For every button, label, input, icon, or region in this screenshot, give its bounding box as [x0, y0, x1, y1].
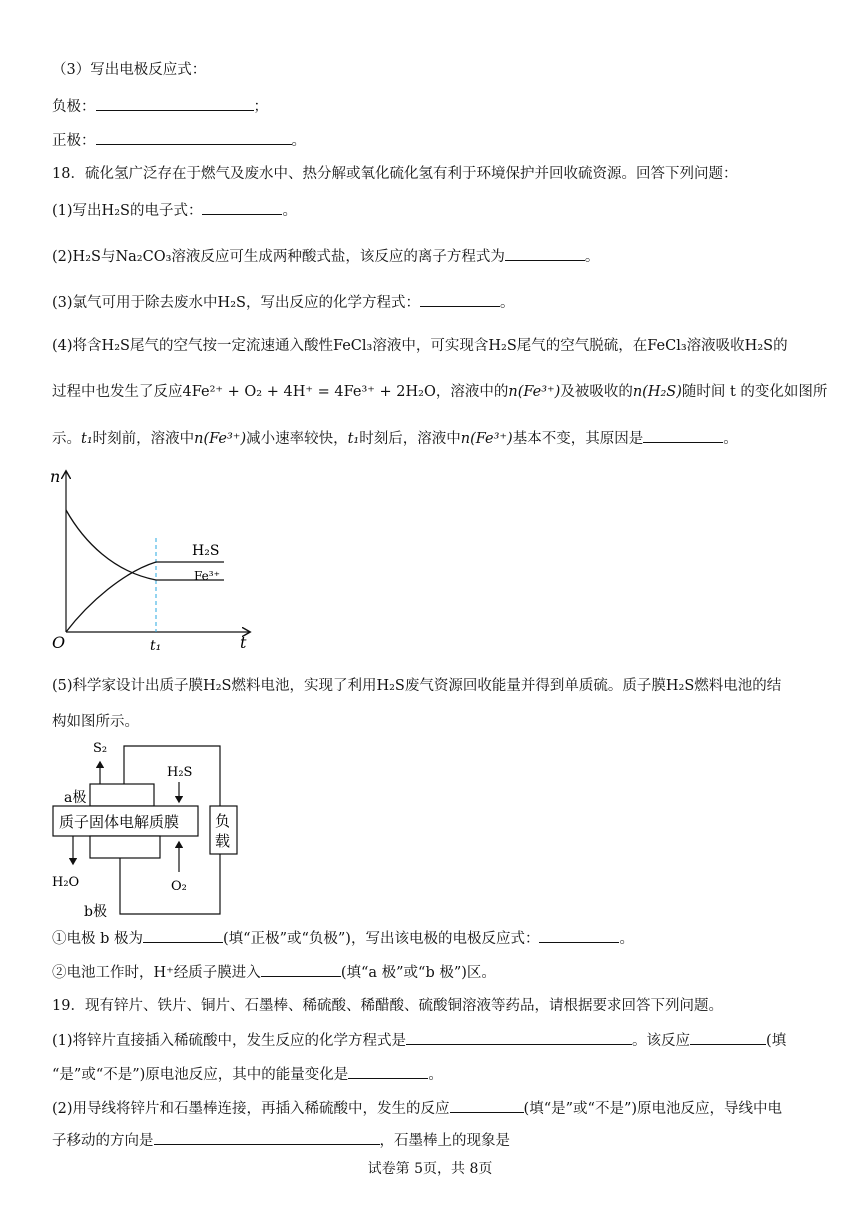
- load-label: 载: [215, 832, 231, 850]
- q18-part2: (2)H₂S与Na₂CO₃溶液反应可生成两种酸式盐，该反应的离子方程式为 。: [52, 246, 599, 267]
- answer-blank[interactable]: [96, 96, 254, 111]
- h2o-label: H₂O: [52, 875, 80, 890]
- q19-part2-line1: (2)用导线将锌片和石墨棒连接，再插入稀硫酸中，发生的反应 (填“是”或“不是”)原电池反应，导线中电: [52, 1098, 782, 1119]
- h2s-input-label: H₂S: [167, 765, 193, 780]
- answer-blank[interactable]: [539, 928, 619, 943]
- n-t-graph: [44, 462, 259, 657]
- q17-positive-line: 正极： 。: [52, 130, 306, 151]
- load-label: 负: [215, 812, 231, 830]
- h2s-series-label: H₂S: [192, 543, 220, 559]
- t1-label: t₁: [150, 638, 162, 654]
- answer-blank[interactable]: [450, 1098, 524, 1113]
- b-pole-label: b极: [84, 904, 107, 920]
- q18-part4-line1: (4)将含H₂S尾气的空气按一定流速通入酸性FeCl₃溶液中，可实现含H₂S尾气的空气脱硫，在FeCl₃溶液吸收H₂S的: [52, 338, 788, 354]
- answer-blank[interactable]: [690, 1030, 766, 1045]
- q18-intro: 18．硫化氢广泛存在于燃气及废水中、热分解或氧化硫化氢有利于环境保护并回收硫资源。回答下列问题：: [52, 166, 738, 182]
- q17-negative-line: 负极： ；: [52, 96, 268, 117]
- y-axis-label: n: [50, 467, 61, 486]
- x-axis-label: t: [240, 633, 247, 652]
- answer-blank[interactable]: [348, 1064, 428, 1079]
- q18-sub2: ②电池工作时，H⁺经质子膜进入 (填“a 极”或“b 极”)区。: [52, 962, 496, 983]
- q17-part3: （3）写出电极反应式：: [52, 62, 207, 78]
- q18-part4-line3: 示。t₁时刻前，溶液中n(Fe³⁺)减小速率较快，t₁时刻后，溶液中n(Fe³⁺)基本不变，其原因是 。: [52, 428, 738, 449]
- q18-part4-line2: 过程中也发生了反应4Fe²⁺ + O₂ + 4H⁺ = 4Fe³⁺ + 2H₂O，溶液中的n(Fe³⁺)及被吸收的n(H₂S)随时间 t 的变化如图所: [52, 384, 828, 400]
- answer-blank[interactable]: [261, 962, 341, 977]
- q19-part2-line2: 子移动的方向是 ，石墨棒上的现象是: [52, 1130, 510, 1151]
- answer-blank[interactable]: [406, 1030, 632, 1045]
- origin-label: O: [52, 633, 66, 652]
- s2-label: S₂: [93, 741, 108, 756]
- answer-blank[interactable]: [96, 130, 292, 145]
- q18-part3: (3)氯气可用于除去废水中H₂S，写出反应的化学方程式： 。: [52, 292, 514, 313]
- fuel-cell-diagram: [44, 738, 254, 920]
- electrode-b: [90, 836, 160, 858]
- q18-sub1: ①电极 b 极为 (填“正极”或“负极”)，写出该电极的电极反应式： 。: [52, 928, 634, 949]
- q19-part1-line1: (1)将锌片直接插入稀硫酸中，发生反应的化学方程式是 。该反应 (填: [52, 1030, 786, 1051]
- o2-label: O₂: [171, 879, 187, 894]
- answer-blank[interactable]: [505, 246, 585, 261]
- external-wire: [120, 852, 220, 914]
- answer-blank[interactable]: [154, 1130, 380, 1145]
- q19-intro: 19．现有锌片、铁片、铜片、石墨棒、稀硫酸、稀醋酸、硫酸铜溶液等药品，请根据要求回答下列问题。: [52, 998, 723, 1014]
- answer-blank[interactable]: [643, 428, 723, 443]
- answer-blank[interactable]: [202, 200, 282, 215]
- a-pole-label: a极: [64, 790, 87, 806]
- membrane-label: 质子固体电解质膜: [59, 813, 180, 831]
- fe3-series-label: Fe³⁺: [194, 569, 220, 583]
- q18-part5-line1: (5)科学家设计出质子膜H₂S燃料电池，实现了利用H₂S废气资源回收能量并得到单质硫。质子膜H₂S燃料电池的结: [52, 678, 782, 694]
- answer-blank[interactable]: [420, 292, 500, 307]
- q18-part1: (1)写出H₂S的电子式： 。: [52, 200, 297, 221]
- q18-part5-line2: 构如图所示。: [52, 714, 139, 730]
- answer-blank[interactable]: [143, 928, 223, 943]
- electrode-a: [90, 784, 154, 806]
- page-footer: 试卷第 5页，共 8页: [367, 1161, 493, 1177]
- q19-part1-line2: “是”或“不是”)原电池反应，其中的能量变化是 。: [52, 1064, 443, 1085]
